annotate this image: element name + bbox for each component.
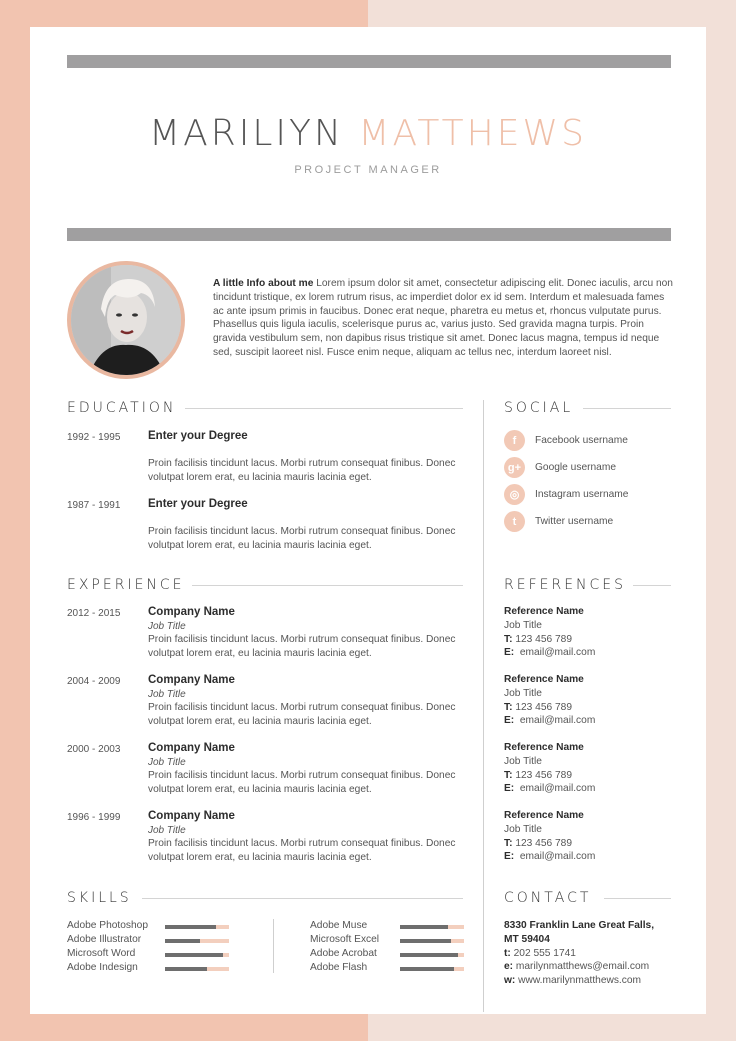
column-divider xyxy=(483,400,484,1012)
experience-desc-line: volutpat lorem erat, eu lacinia mauris lacinia eget. xyxy=(148,715,372,727)
reference-job: Job Title xyxy=(504,619,542,631)
education-divider xyxy=(185,408,463,409)
education-degree: Enter your Degree xyxy=(148,498,248,510)
experience-description xyxy=(148,701,468,729)
header-bottom-bar xyxy=(67,228,671,241)
skill-level-bar xyxy=(165,967,229,971)
experience-desc-line: volutpat lorem erat, eu lacinia mauris lacinia eget. xyxy=(148,851,372,863)
skills-divider xyxy=(142,898,463,899)
reference-email[interactable] xyxy=(504,646,595,660)
contact-block xyxy=(504,919,654,988)
phone-value: 202 555 1741 xyxy=(513,947,576,959)
social-item-facebook[interactable] xyxy=(504,430,628,451)
reference-entry xyxy=(504,741,595,796)
about-paragraph xyxy=(213,277,673,360)
contact-divider xyxy=(604,898,671,899)
reference-entry xyxy=(504,605,595,660)
education-desc-line: Proin facilisis tincidunt lacus. Morbi rutrum consequat finibus. Donec xyxy=(148,526,456,537)
experience-desc-line: Proin facilisis tincidunt lacus. Morbi rutrum consequat finibus. Donec xyxy=(148,770,456,781)
resume-name xyxy=(30,113,706,154)
skill-level-bar xyxy=(165,939,229,943)
experience-company: Company Name xyxy=(148,674,235,686)
reference-entry xyxy=(504,809,595,864)
reference-entry xyxy=(504,673,595,728)
references-divider xyxy=(633,585,671,586)
header-top-bar xyxy=(67,55,671,68)
phone-prefix: T: xyxy=(504,837,513,849)
education-title: EDUCATION xyxy=(67,400,177,416)
email-value: marilynmatthews@email.com xyxy=(515,961,650,973)
experience-desc-line: Proin facilisis tincidunt lacus. Morbi rutrum consequat finibus. Donec xyxy=(148,838,456,849)
social-item-twitter[interactable] xyxy=(504,511,613,532)
skill-level-bar xyxy=(400,967,464,971)
phone-prefix: t: xyxy=(504,947,511,959)
facebook-icon: f xyxy=(504,430,525,451)
contact-title: CONTACT xyxy=(504,890,592,906)
education-desc-line: Proin facilisis tincidunt lacus. Morbi rutrum consequat finibus. Donec xyxy=(148,458,456,469)
email-prefix: E: xyxy=(504,783,515,795)
experience-company: Company Name xyxy=(148,810,235,822)
experience-company: Company Name xyxy=(148,606,235,618)
email-prefix: E: xyxy=(504,715,515,727)
skill-name: Adobe Acrobat xyxy=(310,948,377,959)
phone-prefix: T: xyxy=(504,769,513,781)
skill-level-fill xyxy=(400,925,448,929)
reference-phone xyxy=(504,769,595,783)
phone-value: 123 456 789 xyxy=(515,837,572,849)
skill-level-fill xyxy=(165,925,216,929)
portrait-image xyxy=(71,265,181,375)
skill-level-bar xyxy=(165,953,229,957)
experience-job-title: Job Title xyxy=(148,621,186,632)
reference-job: Job Title xyxy=(504,755,542,767)
phone-prefix: T: xyxy=(504,701,513,713)
reference-job: Job Title xyxy=(504,823,542,835)
email-value: email@mail.com xyxy=(519,851,596,863)
skill-level-bar xyxy=(400,953,464,957)
contact-phone xyxy=(504,947,654,961)
skill-name: Adobe Flash xyxy=(310,962,368,973)
skills-title: SKILLS xyxy=(67,890,132,906)
reference-job: Job Title xyxy=(504,687,542,699)
social-item-google[interactable] xyxy=(504,457,616,478)
contact-email[interactable] xyxy=(504,960,654,974)
skill-name: Adobe Illustrator xyxy=(67,934,142,945)
skill-level-fill xyxy=(165,953,223,957)
last-name: MATTHEWS xyxy=(358,113,587,154)
web-prefix: w: xyxy=(504,975,516,987)
first-name: MARILIYN xyxy=(149,113,344,154)
experience-dates: 2012 - 2015 xyxy=(67,608,121,619)
experience-dates: 2004 - 2009 xyxy=(67,676,121,687)
experience-job-title: Job Title xyxy=(148,689,186,700)
education-dates: 1992 - 1995 xyxy=(67,432,121,443)
instagram-icon: ◎ xyxy=(504,484,525,505)
education-degree: Enter your Degree xyxy=(148,430,248,442)
experience-title: EXPERIENCE xyxy=(67,577,185,593)
skill-level-bar xyxy=(400,925,464,929)
experience-divider xyxy=(192,585,463,586)
social-title: SOCIAL xyxy=(504,400,574,416)
skill-level-bar xyxy=(165,925,229,929)
experience-job-title: Job Title xyxy=(148,825,186,836)
reference-name: Reference Name xyxy=(504,742,584,753)
experience-description xyxy=(148,633,468,661)
email-prefix: e: xyxy=(504,961,514,973)
skill-name: Adobe Indesign xyxy=(67,962,138,973)
skill-name: Microsoft Word xyxy=(67,948,136,959)
email-value: email@mail.com xyxy=(519,715,596,727)
email-prefix: E: xyxy=(504,647,515,659)
job-role: PROJECT MANAGER xyxy=(294,164,442,176)
reference-name: Reference Name xyxy=(504,810,584,821)
contact-address-line: 8330 Franklin Lane Great Falls, xyxy=(504,920,655,931)
social-label: Facebook username xyxy=(535,435,628,446)
experience-company: Company Name xyxy=(148,742,235,754)
experience-description xyxy=(148,769,468,797)
experience-desc-line: volutpat lorem erat, eu lacinia mauris lacinia eget. xyxy=(148,647,372,659)
reference-phone xyxy=(504,837,595,851)
skill-level-fill xyxy=(400,953,458,957)
reference-name: Reference Name xyxy=(504,674,584,685)
skill-name: Adobe Photoshop xyxy=(67,920,149,931)
skill-level-bar xyxy=(400,939,464,943)
experience-description xyxy=(148,837,468,865)
skill-level-fill xyxy=(400,939,451,943)
twitter-icon: t xyxy=(504,511,525,532)
references-title: REFERENCES xyxy=(504,577,627,593)
education-description xyxy=(148,457,468,485)
reference-phone xyxy=(504,633,595,647)
email-value: email@mail.com xyxy=(519,783,596,795)
social-label: Twitter username xyxy=(535,516,614,527)
profile-photo xyxy=(67,261,185,379)
reference-phone xyxy=(504,701,595,715)
education-description xyxy=(148,525,468,553)
experience-dates: 2000 - 2003 xyxy=(67,744,121,755)
social-divider xyxy=(583,408,671,409)
experience-job-title: Job Title xyxy=(148,757,186,768)
education-desc-line: volutpat lorem erat, eu lacinia mauris lacinia eget. xyxy=(148,471,372,483)
email-prefix: E: xyxy=(504,851,515,863)
experience-dates: 1996 - 1999 xyxy=(67,812,121,823)
reference-email[interactable] xyxy=(504,782,595,796)
skill-level-fill xyxy=(400,967,454,971)
skills-column-divider xyxy=(273,919,274,973)
reference-name: Reference Name xyxy=(504,606,584,617)
skill-name: Microsoft Excel xyxy=(310,934,380,945)
phone-prefix: T: xyxy=(504,633,513,645)
contact-address-line: MT 59404 xyxy=(504,933,550,945)
contact-website[interactable] xyxy=(504,974,654,988)
about-text: Lorem ipsum dolor sit amet, consectetur adipiscing elit. Donec iaculis, arcu non tincidunt tristique, ex lorem rutrum risus, ac imperdiet dolor ex id sem. Interdum et malesuada fames ac ante ipsum primis in faucibus. Donec erat neque, pharetra eu metus et, rhoncus vulputate purus. Phasellus quis ligula iaculis, scelerisque purus ac, varius justo. Sed gravida magna turpis. Proin gravida vestibulum sem, non dapibus risus tristique sit amet. Donec lacus magna, tempus id neque sed, suscipit laoreet nisl. Fusce enim neque, aliquam ac tellus nec, interdum laoreet nisl. xyxy=(213,278,673,358)
social-label: Google username xyxy=(535,462,616,473)
experience-desc-line: volutpat lorem erat, eu lacinia mauris lacinia eget. xyxy=(148,783,372,795)
education-dates: 1987 - 1991 xyxy=(67,500,121,511)
experience-desc-line: Proin facilisis tincidunt lacus. Morbi rutrum consequat finibus. Donec xyxy=(148,634,456,645)
about-lead: A little Info about me xyxy=(213,278,314,289)
skill-level-fill xyxy=(165,939,200,943)
email-value: email@mail.com xyxy=(519,647,596,659)
phone-value: 123 456 789 xyxy=(515,769,572,781)
web-value: www.marilynmatthews.com xyxy=(518,975,642,987)
education-desc-line: volutpat lorem erat, eu lacinia mauris lacinia eget. xyxy=(148,539,372,551)
reference-email[interactable] xyxy=(504,850,595,864)
skill-level-fill xyxy=(165,967,207,971)
social-item-instagram[interactable] xyxy=(504,484,628,505)
social-label: Instagram username xyxy=(535,489,629,500)
phone-value: 123 456 789 xyxy=(515,633,572,645)
resume-page xyxy=(30,27,706,1014)
phone-value: 123 456 789 xyxy=(515,701,572,713)
google-plus-icon: g+ xyxy=(504,457,525,478)
skill-name: Adobe Muse xyxy=(310,920,368,931)
experience-desc-line: Proin facilisis tincidunt lacus. Morbi rutrum consequat finibus. Donec xyxy=(148,702,456,713)
reference-email[interactable] xyxy=(504,714,595,728)
